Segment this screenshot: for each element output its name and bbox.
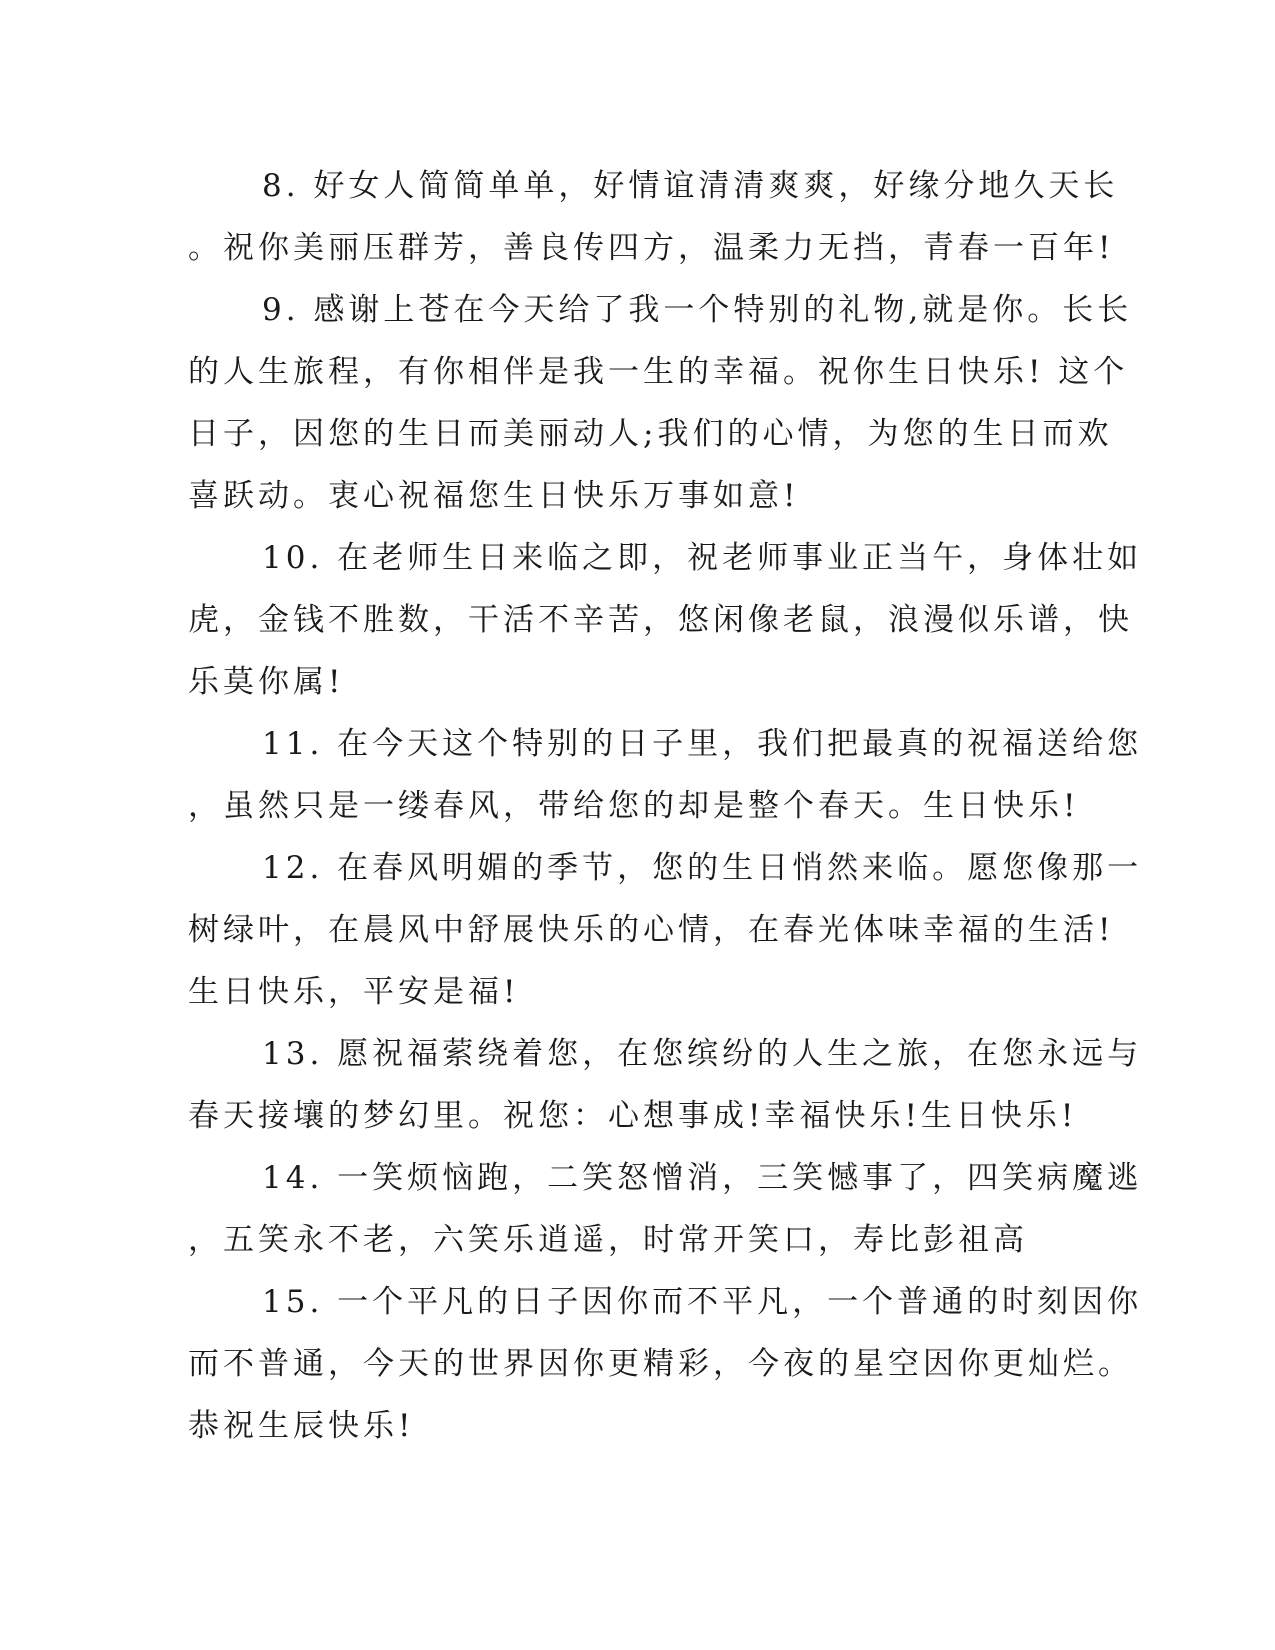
- paragraph-first-line: [188, 155, 1119, 217]
- paragraph-number: 15.: [262, 1284, 324, 1320]
- paragraph-line: 恭祝生辰快乐!: [188, 1408, 415, 1444]
- paragraph-10: [188, 527, 1143, 713]
- paragraph-number: 13.: [262, 1036, 324, 1072]
- paragraph-first-line: [188, 1271, 1143, 1333]
- paragraph-line: 春天接壤的梦幻里。祝您：心想事成!幸福快乐!生日快乐!: [188, 1098, 1078, 1134]
- paragraph-first-line: [188, 713, 1143, 775]
- paragraph-number: 12.: [262, 850, 324, 886]
- paragraph-number: 11.: [262, 726, 324, 762]
- paragraph-line: ，五笑永不老，六笑乐逍遥，时常开笑口，寿比彭祖高: [188, 1222, 1028, 1258]
- paragraph-first-line: [188, 527, 1143, 589]
- paragraph-line: 喜跃动。衷心祝福您生日快乐万事如意!: [188, 478, 800, 514]
- paragraph-line: 的人生旅程，有你相伴是我一生的幸福。祝你生日快乐! 这个: [188, 354, 1129, 390]
- paragraph-number: 10.: [262, 540, 324, 576]
- paragraph-15: [188, 1271, 1143, 1457]
- paragraph-14: [188, 1147, 1143, 1271]
- paragraph-12: [188, 837, 1143, 1023]
- paragraph-text: 好女人简简单单，好情谊清清爽爽，好缘分地久天长: [313, 168, 1119, 204]
- paragraph-text: 一个平凡的日子因你而不平凡，一个普通的时刻因你: [337, 1284, 1143, 1320]
- paragraph-text: 一笑烦恼跑，二笑怒憎消，三笑憾事了，四笑病魔逃: [337, 1160, 1143, 1196]
- paragraph-line: 树绿叶，在晨风中舒展快乐的心情，在春光体味幸福的生活!: [188, 912, 1115, 948]
- paragraph-line: 而不普通，今天的世界因你更精彩，今夜的星空因你更灿烂。: [188, 1346, 1133, 1382]
- paragraph-line: 。祝你美丽压群芳，善良传四方，温柔力无挡，青春一百年!: [188, 230, 1115, 266]
- paragraph-line: 乐莫你属!: [188, 664, 345, 700]
- paragraph-line: 生日快乐，平安是福!: [188, 974, 520, 1010]
- document-body: [188, 155, 1143, 1457]
- paragraph-number: 9.: [262, 292, 300, 328]
- paragraph-11: [188, 713, 1143, 837]
- paragraph-first-line: [188, 279, 1133, 341]
- paragraph-line: 日子，因您的生日而美丽动人;我们的心情，为您的生日而欢: [188, 416, 1113, 452]
- paragraph-first-line: [188, 837, 1143, 899]
- paragraph-text: 在老师生日来临之即，祝老师事业正当午，身体壮如: [337, 540, 1143, 576]
- paragraph-first-line: [188, 1023, 1143, 1085]
- paragraph-8: [188, 155, 1119, 279]
- paragraph-text: 愿祝福萦绕着您，在您缤纷的人生之旅，在您永远与: [337, 1036, 1143, 1072]
- paragraph-number: 14.: [262, 1160, 324, 1196]
- paragraph-text: 在今天这个特别的日子里，我们把最真的祝福送给您: [337, 726, 1143, 762]
- paragraph-first-line: [188, 1147, 1143, 1209]
- paragraph-text: 感谢上苍在今天给了我一个特别的礼物,就是你。长长: [313, 292, 1133, 328]
- paragraph-9: [188, 279, 1133, 527]
- paragraph-line: ，虽然只是一缕春风，带给您的却是整个春天。生日快乐!: [188, 788, 1080, 824]
- paragraph-line: 虎，金钱不胜数，干活不辛苦，悠闲像老鼠，浪漫似乐谱，快: [188, 602, 1133, 638]
- paragraph-13: [188, 1023, 1143, 1147]
- paragraph-text: 在春风明媚的季节，您的生日悄然来临。愿您像那一: [337, 850, 1143, 886]
- paragraph-number: 8.: [262, 168, 300, 204]
